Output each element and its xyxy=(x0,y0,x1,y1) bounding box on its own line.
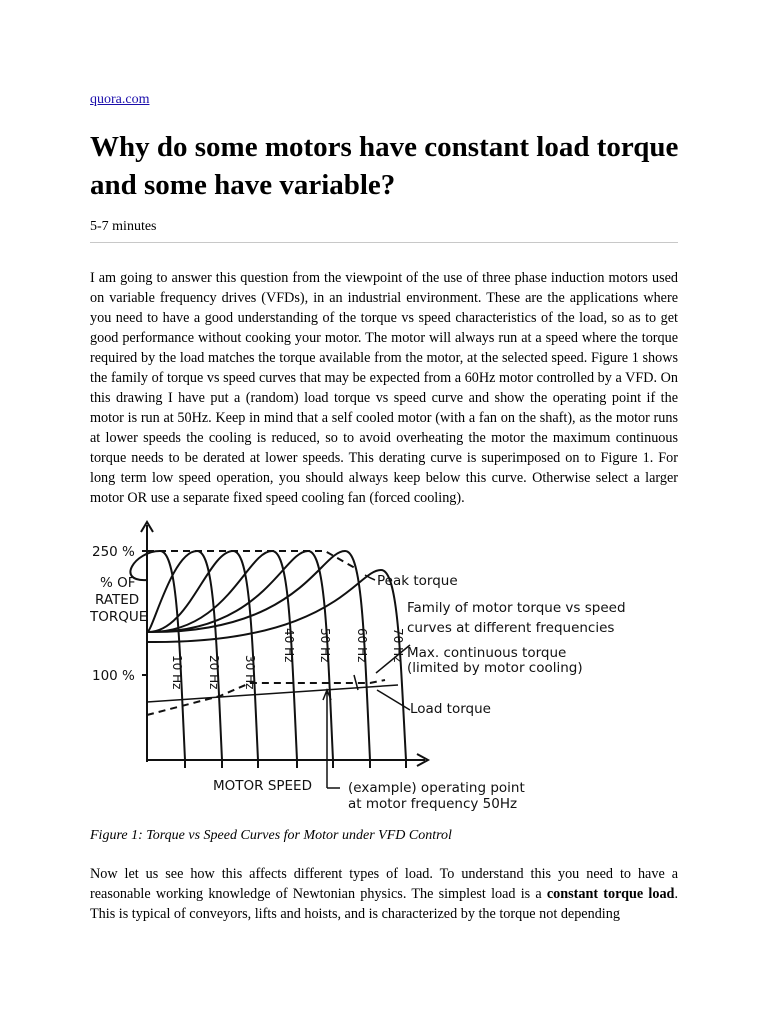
text: Now let us see how this affects different types of load. To understand this you need to have a reasonable working knowledge of Newtonian physics. The simplest load is a xyxy=(90,866,678,902)
text: . This is typical of conveyors, lifts and hoists, and is characterized by the torque not depending xyxy=(90,886,678,922)
paragraph xyxy=(90,864,678,924)
peak-torque-label: Peak torque xyxy=(377,573,458,589)
torque-speed-figure xyxy=(90,520,670,820)
max-continuous-label: (limited by motor cooling) xyxy=(407,660,583,676)
paragraph: I am going to answer this question from the viewpoint of the use of three phase induction motors used on variable frequency drives (VFDs), in an industrial environment. These are the applications where you need to have a good understanding of the torque vs speed characteristics of the load, so as to get good performance without cooking your motor. The motor will always run at a speed where the torque required by the load matches the torque available from the motor, at the selected speed. Figure 1 shows the family of torque vs speed curves that may be expected from a 60Hz motor controlled by a VFD. On this drawing I have put a (random) load torque vs speed curve and show the operating point if the motor is run at 50Hz. Keep in mind that a self cooled motor (with a fan on the shaft), as the motor runs at lower speeds the cooling is reduced, so to avoid overheating the motor the maximum continuous torque needs to be derated at lower speeds. This derating curve is superimposed on to Figure 1. For long term low speed operation, you should always keep below this curve. Otherwise select a larger motor OR use a separate fixed speed cooling fan (forced cooling). xyxy=(90,270,678,506)
y-label: % OF xyxy=(100,575,136,591)
frequency-label: 60 Hz xyxy=(355,628,369,663)
x-axis xyxy=(147,754,428,766)
y-tick-250: 250 % xyxy=(92,544,135,560)
y-tick-100: 100 % xyxy=(92,668,135,684)
operating-point-label: (example) operating point xyxy=(348,780,525,796)
frequency-label: 40 Hz xyxy=(282,628,296,663)
max-continuous-label: Max. continuous torque xyxy=(407,645,567,661)
family-label: Family of motor torque vs speed xyxy=(407,600,626,616)
frequency-label: 30 Hz xyxy=(243,655,257,690)
family-label: curves at different frequencies xyxy=(407,620,615,636)
x-label: MOTOR SPEED xyxy=(213,778,312,794)
frequency-label: 70 Hz xyxy=(391,628,405,663)
divider xyxy=(90,242,678,243)
operating-point-label: at motor frequency 50Hz xyxy=(348,796,518,812)
read-time: 5-7 minutes xyxy=(90,219,157,234)
frequency-label: 10 Hz xyxy=(170,655,184,690)
y-label: TORQUE xyxy=(90,609,148,625)
page-title: Why do some motors have constant load torque and some have variable? xyxy=(90,131,679,201)
figure-caption: Figure 1: Torque vs Speed Curves for Motor under VFD Control xyxy=(90,828,452,843)
source-link[interactable]: quora.com xyxy=(90,92,150,107)
bold-term: constant torque load xyxy=(546,886,675,902)
frequency-label: 20 Hz xyxy=(207,655,221,690)
load-torque-label: Load torque xyxy=(410,701,491,717)
frequency-label: 50 Hz xyxy=(318,628,332,663)
y-label: RATED xyxy=(95,592,140,608)
